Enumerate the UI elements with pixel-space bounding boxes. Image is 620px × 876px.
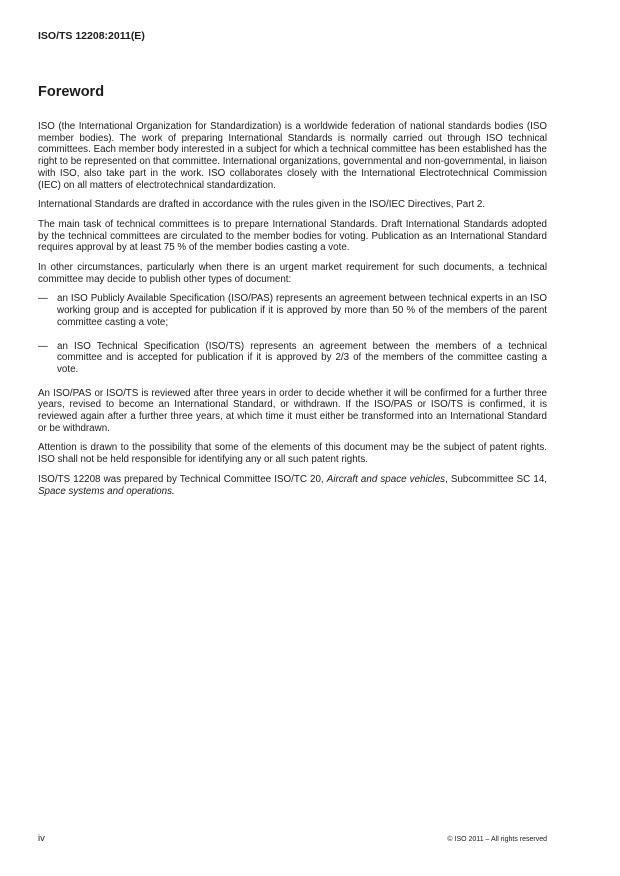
paragraph-patent-rights: Attention is drawn to the possibility that some of the elements of this document may be the subject of patent rights. ISO shall not be held responsible for identifying any or all such patent rights. [38,442,547,466]
page-footer [38,833,547,844]
list-item [38,293,547,328]
page-number: iv [38,833,45,844]
subcommittee-name-italic: Space systems and operations. [38,485,175,497]
prepared-by-text: , Subcommittee SC 14, [445,473,548,485]
committee-name-italic: Aircraft and space vehicles [326,473,446,485]
foreword-section [38,84,547,505]
prepared-by-text: ISO/TS 12208 was prepared by Technical Committee ISO/TC 20, [38,473,327,485]
page-title: Foreword [38,84,105,100]
list-item [38,341,547,376]
dash-bullet-icon: — [38,340,48,352]
paragraph-iso-federation: ISO (the International Organization for Standardization) is a worldwide federation of national standards bodies (ISO member bodies). The work of preparing International Standards is normally carried out through ISO technical committees. Each member body interested in a subject for which a technical committee has been established has the right to be represented on that committee. International organizations, governmental and non-governmental, in liaison with ISO, also take part in the work. ISO collaborates closely with the International Electrotechnical Commission (IEC) on all matters of electrotechnical standardization. [38,121,547,191]
document-number-header: ISO/TS 12208:2011(E) [38,30,145,42]
list-item-text: an ISO Technical Specification (ISO/TS) represents an agreement between the members of a technical committee and is accepted for publication if it is approved by 2/3 of the members of the committee casting a vote. [57,340,547,375]
paragraph-directives: International Standards are drafted in accordance with the rules given in the ISO/IEC Directives, Part 2. [38,199,486,211]
copyright-notice: © ISO 2011 – All rights reserved [447,836,547,843]
dash-bullet-icon: — [38,293,48,305]
paragraph-other-circumstances: In other circumstances, particularly when there is an urgent market requirement for such documents, a technical committee may decide to publish other types of document: [38,262,547,285]
paragraph-review-cycle: An ISO/PAS or ISO/TS is reviewed after three years in order to decide whether it will be confirmed for a further three years, revised to become an International Standard, or withdrawn. If the ISO/PAS or ISO/TS is confirmed, it is reviewed again after a further three years, at which time it must either be transformed into an International Standard or be withdrawn. [38,387,547,434]
document-types-list [38,293,547,375]
paragraph-prepared-by [38,474,547,497]
list-item-text: an ISO Publicly Available Specification (ISO/PAS) represents an agreement between technical experts in an ISO working group and is accepted for publication if it is approved by more than 50 % of the members of the parent committee casting a vote; [57,293,547,328]
paragraph-main-task: The main task of technical committees is to prepare International Standards. Draft International Standards adopted by the technical committees are circulated to the member bodies for voting. Publication as an International Standard requires approval by at least 75 % of the member bodies casting a vote. [38,218,547,254]
